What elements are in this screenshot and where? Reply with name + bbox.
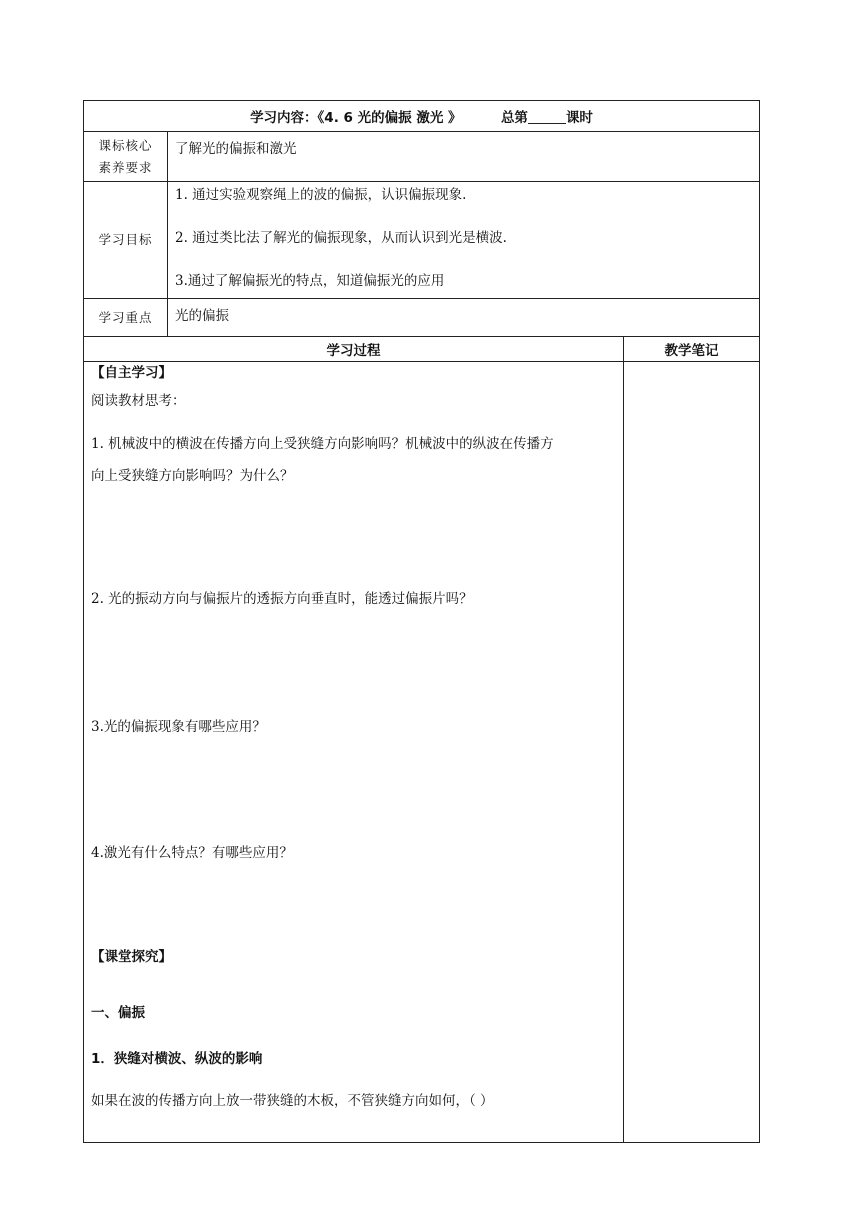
total-lesson-suffix: 课时 xyxy=(565,110,593,126)
standards-label xyxy=(84,132,168,182)
objective-item: 2. 通过类比法了解光的偏振现象，从而认识到光是横波. xyxy=(175,230,507,246)
section-1-title: 一、偏振 xyxy=(91,1005,145,1021)
self-study-intro: 阅读教材思考： xyxy=(91,393,186,409)
worksheet-table xyxy=(83,100,760,1143)
worksheet xyxy=(83,100,759,1143)
question-2: 2. 光的振动方向与偏振片的透振方向垂直时，能透过偏振片吗？ xyxy=(91,591,473,607)
inquiry-heading: 【课堂探究】 xyxy=(91,949,172,965)
subsection-1-text: 如果在波的传播方向上放一带狭缝的木板，不管狭缝方向如何，（ ） xyxy=(91,1093,494,1109)
standards-content: 了解光的偏振和激光 xyxy=(168,132,760,182)
process-heading: 学习过程 xyxy=(84,337,624,362)
lesson-number-blank[interactable] xyxy=(528,109,566,124)
question-1-line1: 1. 机械波中的横波在传播方向上受狭缝方向影响吗？机械波中的纵波在传播方 xyxy=(91,436,554,452)
question-3: 3.光的偏振现象有哪些应用？ xyxy=(91,719,266,735)
question-4: 4.激光有什么特点？有哪些应用？ xyxy=(91,845,293,861)
objectives-label: 学习目标 xyxy=(84,182,168,299)
key-points-label: 学习重点 xyxy=(84,299,168,337)
lesson-title: 学习内容：《4. 6 光的偏振 激光 》 xyxy=(250,110,462,126)
objective-item: 1. 通过实验观察绳上的波的偏振，认识偏振现象. xyxy=(175,187,467,203)
standards-label-line2: 素养要求 xyxy=(98,159,153,175)
process-body xyxy=(84,362,624,1143)
self-study-heading: 【自主学习】 xyxy=(91,365,172,381)
key-points-content: 光的偏振 xyxy=(168,299,760,337)
notes-column[interactable] xyxy=(624,362,760,1143)
subsection-1-title: 1．狭缝对横波、纵波的影响 xyxy=(91,1051,263,1067)
header-row xyxy=(84,101,760,132)
standards-label-line1: 课标核心 xyxy=(98,137,153,153)
total-lesson-prefix: 总第 xyxy=(500,110,528,126)
objectives-content xyxy=(168,182,760,299)
notes-heading: 教学笔记 xyxy=(624,337,760,362)
objective-item: 3.通过了解偏振光的特点，知道偏振光的应用 xyxy=(175,273,445,289)
question-1-line2: 向上受狭缝方向影响吗？为什么？ xyxy=(91,468,294,484)
